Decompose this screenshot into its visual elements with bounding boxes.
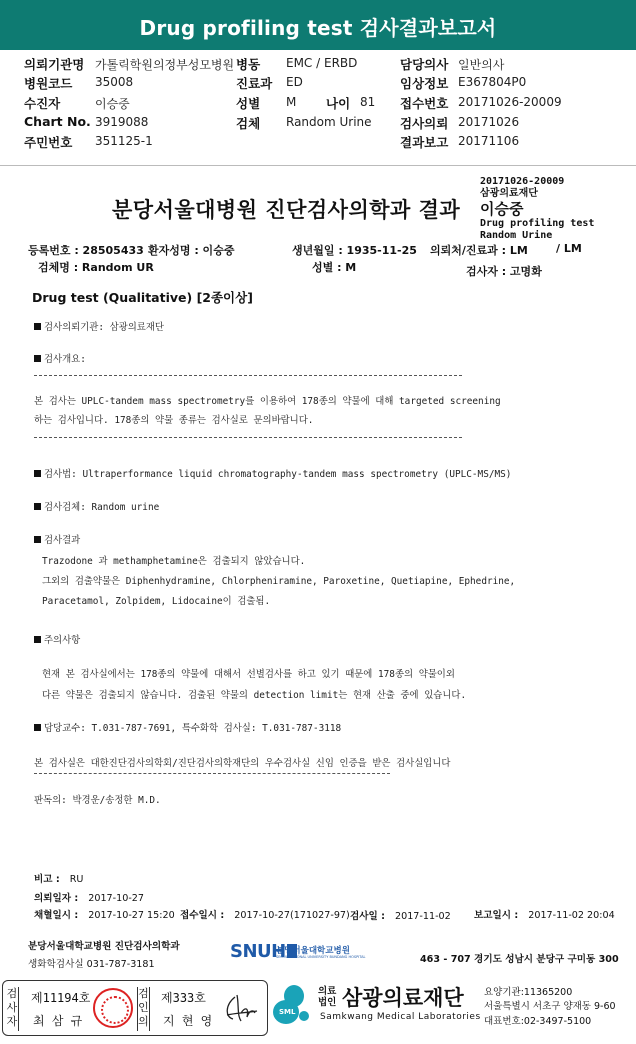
field-ward: 병동 — [236, 57, 261, 72]
field-ward-value: EMC / ERBD — [286, 56, 358, 70]
draw-datetime: 채혈일시 : 2017-10-27 15:20 — [34, 910, 175, 921]
note: 비고 : RU — [34, 874, 84, 885]
field-receipt-no: 접수번호 — [400, 96, 449, 111]
snuh-name: 분당서울대학교병원 — [276, 946, 350, 956]
field-department-value: ED — [286, 75, 303, 89]
line-contact: 담당교수: T.031-787-7691, 특수화학 검사실: T.031-787-3118 — [34, 720, 341, 734]
line-caution-1: 현재 본 검사실에서는 178종의 약물에 대해서 선별검사를 하고 있기 때문에 178종의 약물이외 — [42, 669, 455, 680]
referral-dept: 의뢰처/진료과 : LM — [430, 244, 528, 257]
line-method: 검사법: Ultraperformance liquid chromatography-tandem mass spectrometry (UPLC-MS/MS) — [34, 466, 511, 480]
sml-logo-icon — [272, 982, 312, 1026]
info-header — [0, 50, 636, 166]
field-institution: 의뢰기관명 — [24, 57, 85, 72]
field-specimen: 검체 — [236, 116, 261, 131]
field-resident-no: 주민번호 — [24, 135, 73, 150]
header-bar — [0, 0, 636, 50]
seal-stamp-icon — [93, 988, 133, 1028]
tracking-label — [480, 176, 594, 242]
reg-no: 등록번호 : 28505433 — [28, 244, 144, 257]
referral-dept-2: / LM — [556, 242, 582, 255]
bullet-square-icon — [34, 355, 41, 362]
line-result-2: 그외의 검출약물은 Diphenhydramine, Chlorpheniramine, Paroxetine, Quetiapine, Ephedrine, — [42, 576, 516, 587]
field-patient-value: 이승중 — [95, 97, 130, 111]
field-doctor-value: 일반의사 — [458, 58, 505, 72]
examiner-no: 제11194호 — [31, 991, 91, 1005]
care-institution-no: 요양기관:11365200 — [484, 987, 573, 998]
field-sex: 성별 — [236, 96, 261, 111]
field-hospital-code-value: 35008 — [95, 75, 134, 89]
line-overview-heading: 검사개요: — [34, 351, 86, 365]
footer-org: 분당서울대학교병원 진단검사의학과 — [28, 941, 180, 952]
bullet-square-icon — [34, 470, 41, 477]
field-patient: 수진자 — [24, 96, 61, 111]
line-specimen: 검사검체: Random urine — [34, 499, 159, 513]
field-request-date-value: 20171026 — [458, 115, 520, 129]
tracking-test: Drug profiling test — [480, 218, 595, 229]
field-chart-no-value: 3919088 — [95, 115, 149, 129]
bullet-square-icon — [34, 323, 41, 330]
field-clinical-info-value: E367804P0 — [458, 75, 527, 89]
examiner-label: 검사자 — [6, 987, 19, 1031]
divider — [34, 375, 462, 376]
tracking-number: 20171026-20009 — [480, 176, 565, 187]
specimen-name: 검체명 : Random UR — [38, 261, 154, 274]
reviewer-name: 지 현 영 — [163, 1014, 213, 1028]
reviewer-label: 검인의 — [137, 987, 150, 1031]
snuh-english: SEOUL NATIONAL UNIVERSITY BUNDANG HOSPITAL — [276, 955, 366, 959]
field-hospital-code: 병원코드 — [24, 76, 73, 91]
field-specimen-value: Random Urine — [286, 115, 372, 129]
page-title: Drug profiling test 검사결과보고서 — [139, 16, 497, 40]
hospital-address: 463 - 707 경기도 성남시 분당구 구미동 300 — [420, 954, 619, 965]
bullet-square-icon — [34, 503, 41, 510]
report-datetime: 보고일시 : 2017-11-02 20:04 — [474, 910, 615, 921]
section-title: Drug test (Qualitative) [2종이상] — [32, 290, 253, 305]
field-institution-value: 가톨릭학원의정부성모병원 — [95, 58, 235, 72]
field-resident-no-value: 351125-1 — [95, 134, 153, 148]
report-title: 분당서울대병원 진단검사의학과 결과 — [112, 198, 461, 222]
sml-badge: SML — [279, 1008, 296, 1016]
examiner-name: 최 삼 규 — [33, 1014, 83, 1028]
line-caution-heading: 주의사항 — [34, 632, 80, 646]
field-request-date: 검사의뢰 — [400, 116, 449, 131]
tracking-name: 이승중 — [480, 200, 524, 218]
signature-icon — [221, 991, 261, 1027]
footer — [0, 976, 636, 1044]
line-overview-1: 본 검사는 UPLC-tandem mass spectrometry를 이용하여 178종의 약물에 대해 targeted screening — [34, 396, 501, 407]
bullet-square-icon — [34, 724, 41, 731]
tracking-specimen: Random Urine — [480, 230, 553, 241]
line-certification: 본 검사실은 대한진단검사의학회/진단검사의학재단의 우수검사실 신임 인증을 받은 검사실입니다 — [34, 758, 451, 769]
sml-address: 서울특별시 서초구 양재동 9-60 — [484, 1001, 616, 1012]
request-date: 의뢰일자 : 2017-10-27 — [34, 893, 145, 904]
receipt-datetime: 접수일시 : 2017-10-27(171027-97) — [180, 910, 350, 921]
sml-phone: 대표번호:02-3497-5100 — [484, 1016, 592, 1027]
sml-english: Samkwang Medical Laboratories — [320, 1012, 481, 1022]
line-org: 검사의뢰기관: 삼광의료재단 — [34, 319, 164, 333]
bullet-square-icon — [34, 536, 41, 543]
date-of-birth: 생년월일 : 1935-11-25 — [292, 244, 417, 257]
divider — [34, 773, 390, 774]
line-caution-2: 다른 약물은 검출되지 않습니다. 검출된 약물의 detection limit는 현재 산출 중에 있습니다. — [42, 690, 467, 701]
field-department: 진료과 — [236, 76, 273, 91]
scanned-report — [12, 170, 624, 970]
footer-phone: 생화학검사실 031-787-3181 — [28, 959, 155, 970]
bullet-square-icon — [34, 636, 41, 643]
patient-name: 환자성명 : 이승중 — [148, 244, 235, 257]
field-age: 나이 — [326, 96, 351, 111]
field-clinical-info: 임상정보 — [400, 76, 449, 91]
line-reader: 판독의: 박경운/송정한 M.D. — [34, 795, 161, 806]
field-chart-no: Chart No. — [24, 114, 91, 129]
tracking-org: 삼광의료재단 — [480, 188, 538, 199]
reviewer-no: 제333호 — [161, 991, 206, 1005]
sml-name: 삼광의료재단 — [342, 986, 464, 1010]
field-receipt-no-value: 20171026-20009 — [458, 95, 562, 109]
snuh-logo: SNUH — [230, 941, 297, 962]
divider — [34, 437, 462, 438]
patient-sex: 성별 : M — [312, 261, 357, 274]
field-age-value: 81 — [360, 95, 376, 109]
line-result-1: Trazodone 과 methamphetamine은 검출되지 않았습니다. — [42, 556, 306, 567]
examiner: 검사자 : 고명화 — [466, 265, 542, 278]
signature-box — [2, 980, 268, 1036]
line-result-3: Paracetamol, Zolpidem, Lidocaine이 검출됨. — [42, 596, 271, 607]
corp-label: 의료법인 — [318, 986, 337, 1008]
line-overview-2: 하는 검사입니다. 178종의 약물 종류는 검사실로 문의바랍니다. — [34, 415, 314, 426]
field-doctor: 담당의사 — [400, 57, 449, 72]
field-report-date: 결과보고 — [400, 135, 449, 150]
field-sex-value: M — [286, 95, 297, 109]
line-result-heading: 검사결과 — [34, 532, 80, 546]
test-date: 검사일 : 2017-11-02 — [350, 911, 451, 922]
field-report-date-value: 20171106 — [458, 134, 520, 148]
